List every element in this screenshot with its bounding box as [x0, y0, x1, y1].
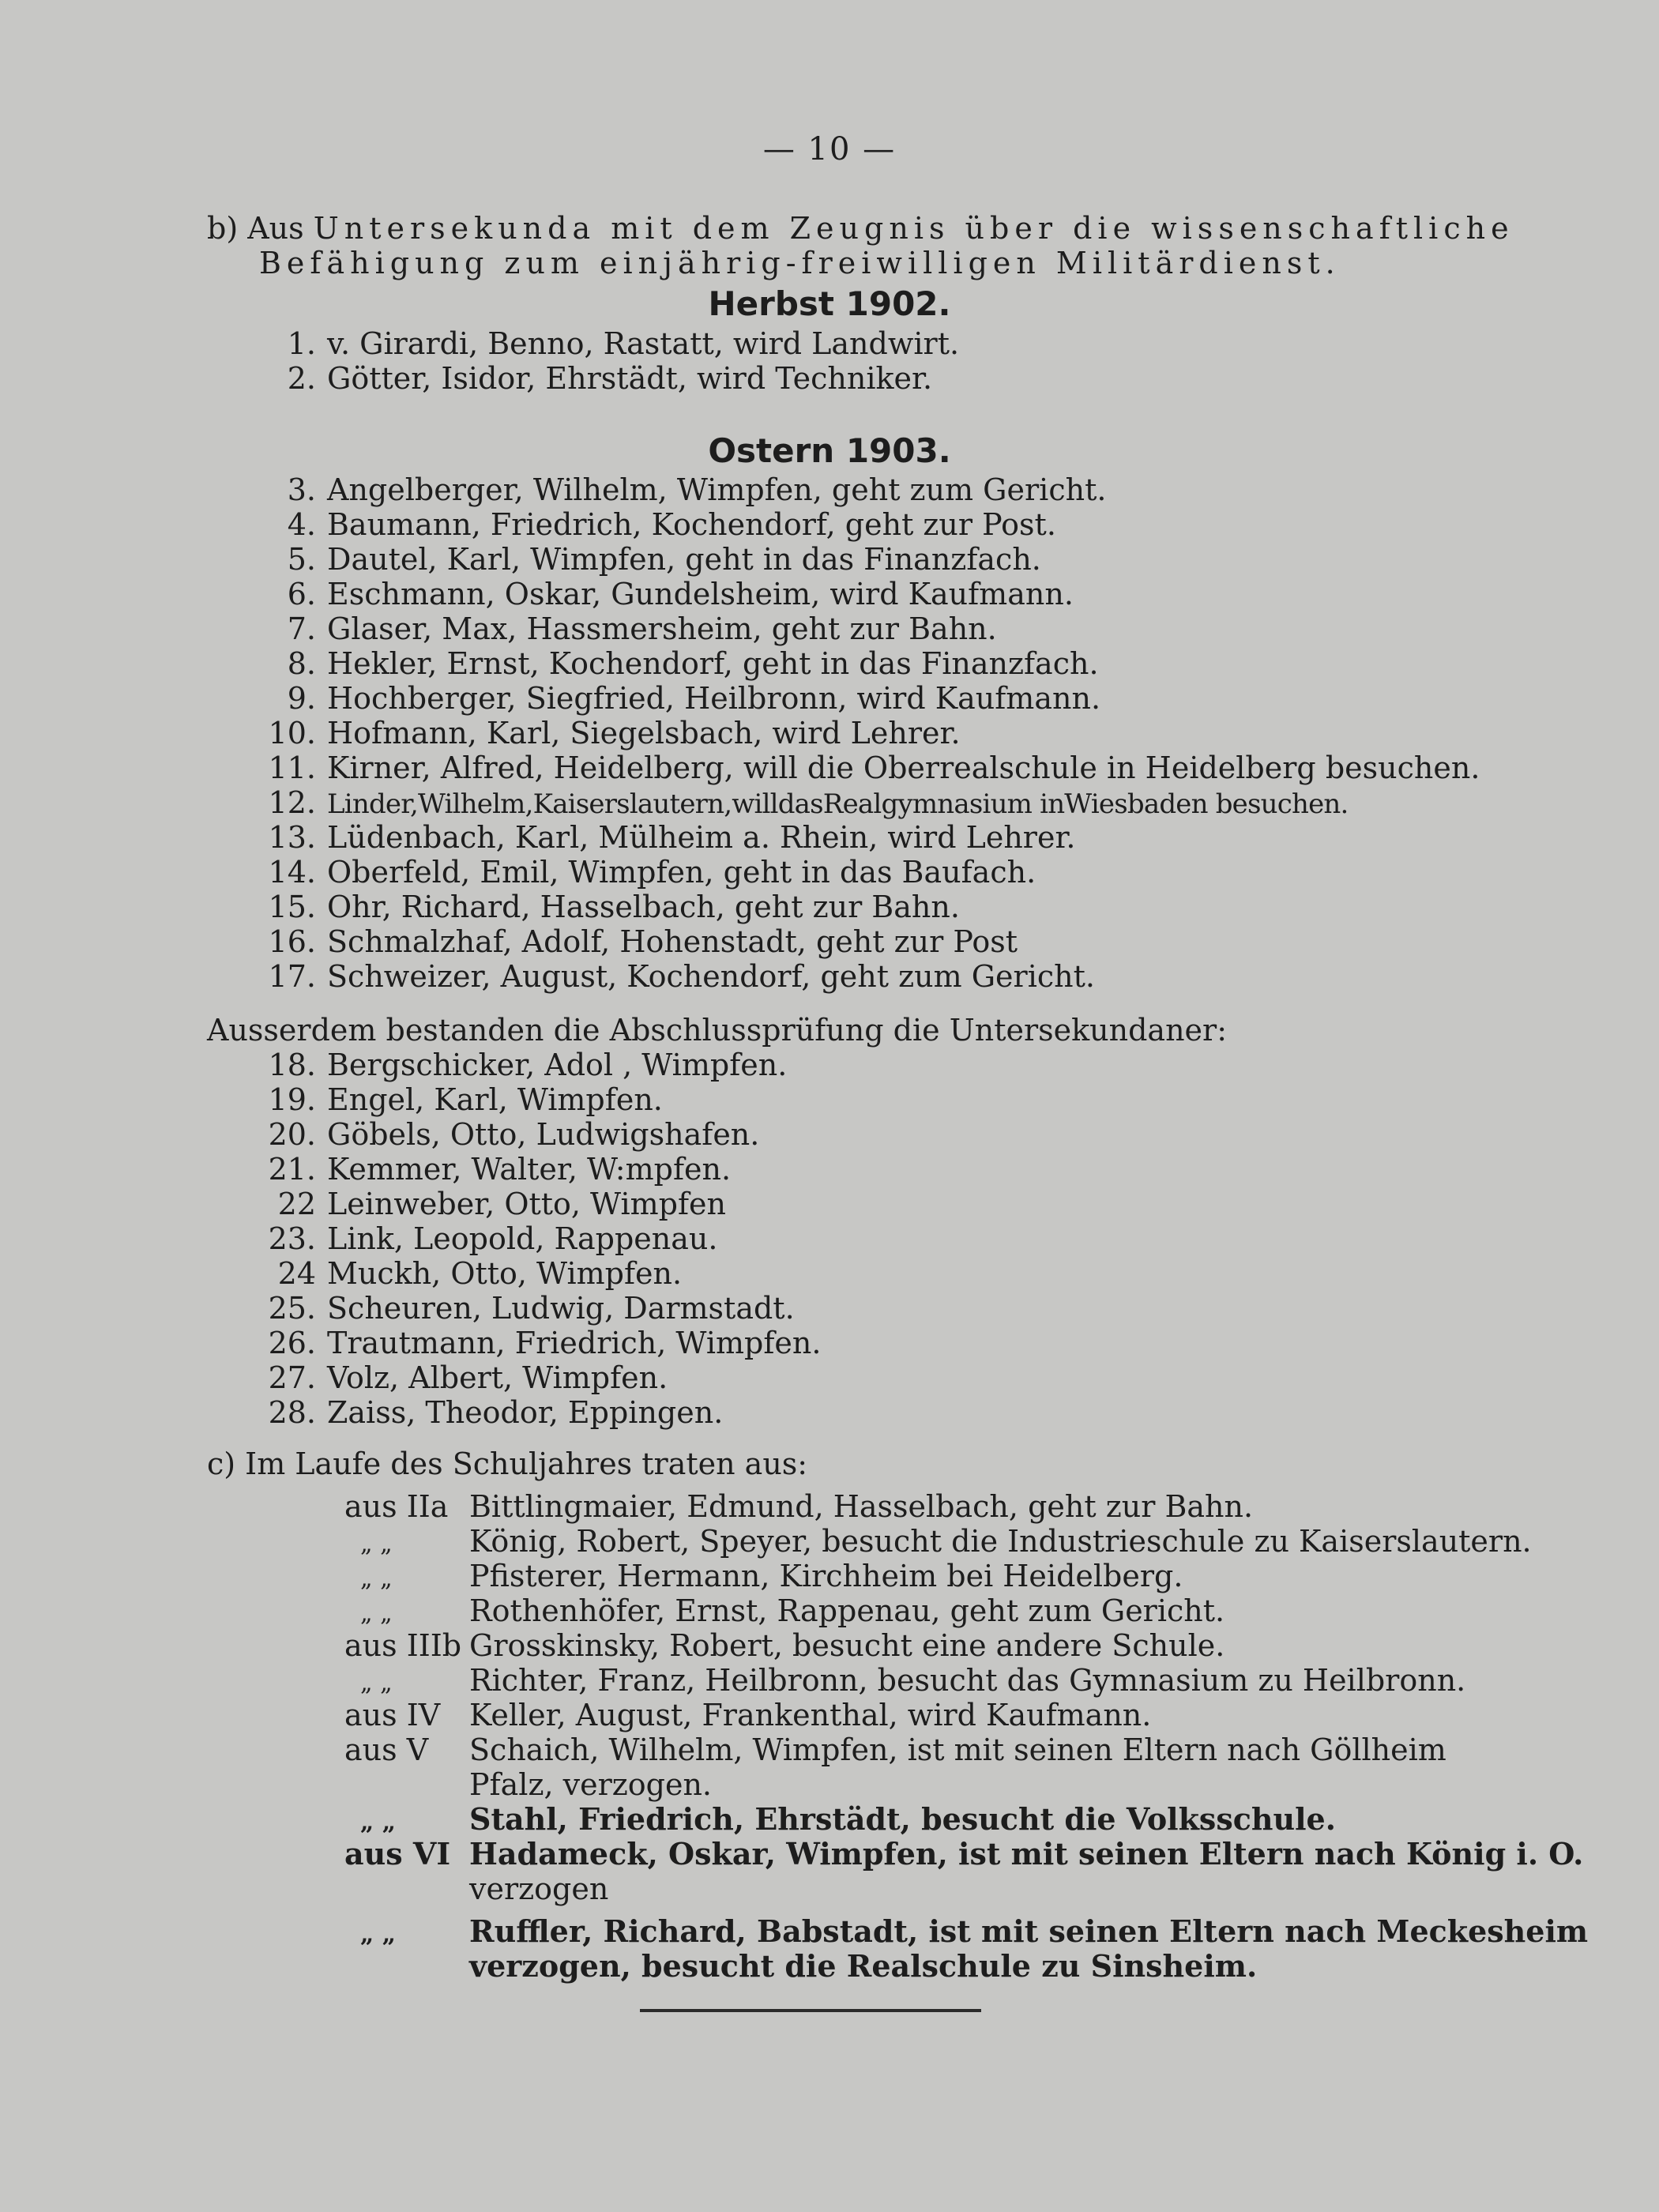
- list-item: [344, 1766, 712, 1803]
- entry-text: Kirner, Alfred, Heidelberg, will die Oberrealschule in Heidelberg besuchen.: [327, 750, 1480, 785]
- list-item: [253, 325, 959, 362]
- list-item: [253, 1290, 795, 1326]
- list-item: [253, 506, 1056, 543]
- entry-number: 5.: [287, 542, 316, 577]
- entry-number: 15.: [268, 890, 316, 924]
- entry-text: Leinweber, Otto, Wimpfen: [327, 1187, 726, 1221]
- list-item: [344, 1836, 1583, 1872]
- entry-text: Bergschicker, Adol , Wimpfen.: [327, 1048, 788, 1082]
- entry-text: Link, Leopold, Rappenau.: [327, 1221, 718, 1256]
- entry-text: Volz, Albert, Wimpfen.: [327, 1360, 668, 1395]
- entry-number: 27.: [268, 1360, 316, 1395]
- entry-text: Linder,Wilhelm,Kaiserslautern,willdasRealgymnasium inWiesbaden besuchen.: [327, 788, 1349, 820]
- entry-number: 26.: [268, 1326, 316, 1360]
- entry-text: Richter, Franz, Heilbronn, besucht das Gymnasium zu Heilbronn.: [469, 1663, 1466, 1698]
- entry-text: Schaich, Wilhelm, Wimpfen, ist mit seinen Eltern nach Göllheim: [469, 1732, 1446, 1767]
- entry-text: Muckh, Otto, Wimpfen.: [327, 1256, 683, 1291]
- entry-number: 4.: [287, 507, 316, 542]
- entry-number: 9.: [287, 681, 316, 716]
- list-item: [344, 1593, 1224, 1632]
- herbst-heading: Herbst 1902.: [708, 284, 951, 323]
- list-item: [253, 1186, 726, 1222]
- ditto-mark: „ „: [360, 1600, 393, 1627]
- entry-number: 24: [277, 1256, 316, 1291]
- entry-text: Bittlingmaier, Edmund, Hasselbach, geht zur Bahn.: [469, 1489, 1254, 1524]
- ostern-heading: Ostern 1903.: [708, 431, 951, 470]
- class-tag: aus IIa: [344, 1489, 449, 1524]
- entry-number: 12.: [268, 785, 316, 820]
- list-item: [253, 750, 1480, 786]
- entry-number: 23.: [268, 1221, 316, 1256]
- entry-text: Engel, Karl, Wimpfen.: [327, 1082, 663, 1117]
- entry-text: v. Girardi, Benno, Rastatt, wird Landwirt.: [327, 326, 960, 361]
- list-item: [253, 1082, 663, 1118]
- list-item: [253, 889, 960, 925]
- list-item: [344, 1871, 608, 1907]
- entry-text: Hochberger, Siegfried, Heilbronn, wird Kaufmann.: [327, 681, 1101, 716]
- entry-text: Kemmer, Walter, W:mpfen.: [327, 1152, 732, 1187]
- list-item: [344, 1697, 1151, 1733]
- ditto-mark: „ „: [360, 1669, 393, 1697]
- ditto-mark: „ „: [360, 1530, 393, 1558]
- entry-text: verzogen, besucht die Realschule zu Sinsheim.: [469, 1948, 1258, 1984]
- entry-number: 13.: [268, 820, 316, 855]
- entry-text: Ruffler, Richard, Babstadt, ist mit seinen Eltern nach Meckesheim: [469, 1913, 1589, 1949]
- entry-text: Ohr, Richard, Hasselbach, geht zur Bahn.: [327, 890, 960, 924]
- entry-number: 19.: [268, 1082, 316, 1117]
- entry-text: Göbels, Otto, Ludwigshafen.: [327, 1117, 760, 1152]
- list-item: [253, 715, 961, 751]
- entry-text: Hadameck, Oskar, Wimpfen, ist mit seinen Eltern nach König i. O.: [469, 1836, 1584, 1872]
- entry-text: Trautmann, Friedrich, Wimpfen.: [327, 1326, 822, 1360]
- entry-number: 6.: [287, 577, 316, 611]
- entry-text: Hofmann, Karl, Siegelsbach, wird Lehrer.: [327, 716, 961, 750]
- entry-text: Pfisterer, Hermann, Kirchheim bei Heidelberg.: [469, 1559, 1183, 1593]
- entry-number: 10.: [268, 716, 316, 750]
- list-item: [253, 1255, 682, 1292]
- entry-number: 25.: [268, 1291, 316, 1326]
- list-item: [253, 784, 1349, 822]
- closing-rule: [640, 2009, 981, 2012]
- entry-text: Pfalz, verzogen.: [469, 1767, 713, 1802]
- entry-text: Oberfeld, Emil, Wimpfen, geht in das Baufach.: [327, 855, 1036, 890]
- entry-number: 8.: [287, 646, 316, 681]
- section-c-intro: c) Im Laufe des Schuljahres traten aus:: [207, 1446, 808, 1481]
- entry-text: Grosskinsky, Robert, besucht eine andere Schule.: [469, 1628, 1225, 1663]
- entry-number: 3.: [287, 472, 316, 507]
- entry-number: 7.: [287, 611, 316, 646]
- entry-text: Baumann, Friedrich, Kochendorf, geht zur Post.: [327, 507, 1056, 542]
- list-item: [253, 924, 1018, 960]
- list-item: [344, 1913, 1588, 1953]
- list-item: [344, 1558, 1183, 1597]
- list-item: [253, 680, 1100, 717]
- entry-text: Rothenhöfer, Ernst, Rappenau, geht zum Gericht.: [469, 1593, 1225, 1628]
- list-item: [253, 1360, 668, 1396]
- entry-text: Hekler, Ernst, Kochendorf, geht in das Finanzfach.: [327, 646, 1099, 681]
- list-item: [253, 611, 997, 647]
- class-tag: aus IIIb: [344, 1628, 462, 1663]
- list-item: [253, 541, 1041, 577]
- entry-number: 1.: [287, 326, 316, 361]
- list-item: [344, 1523, 1532, 1563]
- entry-text: Schweizer, August, Kochendorf, geht zum Gericht.: [327, 959, 1095, 994]
- entry-number: 2.: [287, 361, 316, 396]
- list-item: [253, 1151, 731, 1187]
- entry-text: Eschmann, Oskar, Gundelsheim, wird Kaufmann.: [327, 577, 1074, 611]
- list-item: [253, 958, 1095, 995]
- ditto-mark: „ „: [360, 1565, 393, 1593]
- entry-number: 21.: [268, 1152, 316, 1187]
- list-item: [253, 1047, 787, 1083]
- class-tag: aus V: [344, 1732, 429, 1767]
- list-item: [253, 1325, 821, 1361]
- ditto-mark: „ „: [360, 1920, 396, 1948]
- list-item: [253, 819, 1076, 856]
- ditto-mark: „ „: [360, 1808, 396, 1836]
- entry-text: verzogen: [469, 1872, 609, 1906]
- ausserdem-intro: Ausserdem bestanden die Abschlussprüfung die Untersekundaner:: [207, 1013, 1227, 1048]
- entry-text: Keller, August, Frankenthal, wird Kaufmann.: [469, 1698, 1152, 1732]
- list-item: [253, 854, 1036, 890]
- section-b-line-2: Befähigung zum einjährig-freiwilligen Militärdienst.: [259, 246, 1341, 280]
- entry-number: 14.: [268, 855, 316, 890]
- entry-number: 18.: [268, 1048, 316, 1082]
- class-tag: aus IV: [344, 1698, 441, 1732]
- section-b-prefix: b) Aus: [207, 211, 304, 246]
- entry-text: Götter, Isidor, Ehrstädt, wird Techniker.: [327, 361, 933, 396]
- list-item: [344, 1488, 1253, 1525]
- entry-text: König, Robert, Speyer, besucht die Industrieschule zu Kaiserslautern.: [469, 1524, 1532, 1559]
- page-number: — 10 —: [762, 131, 897, 167]
- list-item: [253, 645, 1099, 682]
- entry-number: 22: [277, 1187, 316, 1221]
- entry-number: 16.: [268, 924, 316, 959]
- list-item: [344, 1627, 1224, 1664]
- list-item: [344, 1662, 1465, 1702]
- entry-text: Dautel, Karl, Wimpfen, geht in das Finanzfach.: [327, 542, 1041, 577]
- list-item: [253, 1116, 759, 1153]
- section-b-title: Untersekunda mit dem Zeugnis über die wissenschaftliche: [313, 211, 1514, 246]
- list-item: [253, 1394, 723, 1431]
- entry-text: Angelberger, Wilhelm, Wimpfen, geht zum Gericht.: [327, 472, 1107, 507]
- entry-text: Lüdenbach, Karl, Mülheim a. Rhein, wird Lehrer.: [327, 820, 1076, 855]
- section-b-line-1: [207, 210, 1514, 246]
- entry-text: Zaiss, Theodor, Eppingen.: [327, 1395, 724, 1430]
- entry-text: Scheuren, Ludwig, Darmstadt.: [327, 1291, 795, 1326]
- list-item: [253, 360, 932, 397]
- list-item: [344, 1801, 1336, 1841]
- entry-number: 20.: [268, 1117, 316, 1152]
- entry-text: Glaser, Max, Hassmersheim, geht zur Bahn.: [327, 611, 997, 646]
- entry-text: Schmalzhaf, Adolf, Hohenstadt, geht zur Post: [327, 924, 1018, 959]
- list-item: [253, 1221, 717, 1257]
- class-tag: aus VI: [344, 1836, 451, 1872]
- entry-number: 11.: [268, 750, 316, 785]
- list-item: [253, 576, 1074, 612]
- entry-number: 17.: [268, 959, 316, 994]
- list-item: [344, 1732, 1446, 1768]
- entry-text: Stahl, Friedrich, Ehrstädt, besucht die Volksschule.: [469, 1801, 1336, 1837]
- list-item: [253, 472, 1106, 508]
- entry-number: 28.: [268, 1395, 316, 1430]
- list-item: [344, 1948, 1257, 1984]
